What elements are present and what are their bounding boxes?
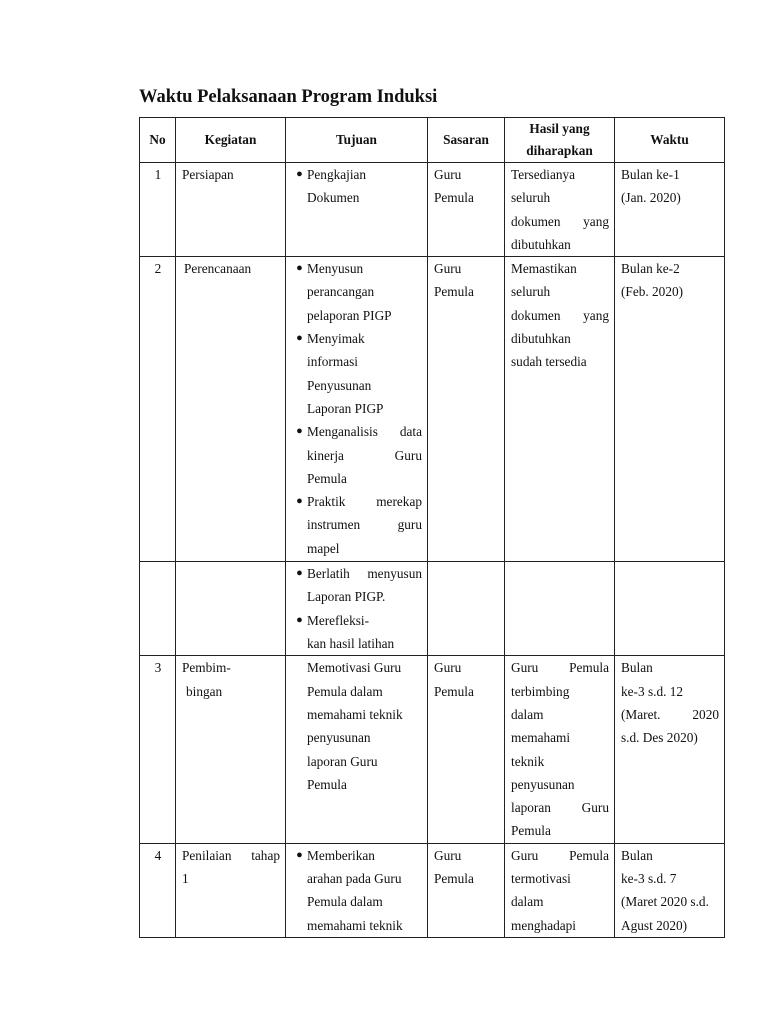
waktu-line: Bulan bbox=[621, 660, 653, 676]
tujuan-line: Menganalisis data bbox=[307, 424, 422, 440]
tujuan-line: penyusunan bbox=[307, 730, 371, 746]
cell-kegiatan bbox=[176, 562, 286, 656]
bullet-icon: ● bbox=[296, 495, 303, 508]
cell-no: 2 bbox=[140, 257, 176, 562]
tujuan-item-text bbox=[307, 327, 422, 420]
tujuan-line: laporan Guru bbox=[307, 753, 378, 769]
cell-tujuan bbox=[286, 562, 428, 656]
sasaran-line: Pemula bbox=[434, 284, 474, 300]
bullet-icon: ● bbox=[296, 425, 303, 438]
waktu-line: Bulan bbox=[621, 847, 653, 863]
tujuan-line: kan hasil latihan bbox=[307, 636, 395, 652]
sasaran-line: Pemula bbox=[434, 190, 474, 206]
sasaran-line: Pemula bbox=[434, 683, 474, 699]
cell-sasaran bbox=[428, 562, 505, 656]
cell-sasaran bbox=[428, 163, 505, 257]
hasil-line: dibutuhkan bbox=[511, 331, 571, 347]
table-row bbox=[140, 163, 725, 257]
header-kegiatan: Kegiatan bbox=[176, 118, 286, 163]
tujuan-bullet-item bbox=[292, 257, 422, 327]
hasil-line: termotivasi bbox=[511, 871, 571, 887]
tujuan-line: Laporan PIGP. bbox=[307, 589, 386, 605]
tujuan-line: Laporan PIGP bbox=[307, 400, 384, 416]
tujuan-line: Berlatih menyusun bbox=[307, 566, 422, 582]
hasil-line: terbimbing bbox=[511, 683, 570, 699]
tujuan-item-text bbox=[307, 257, 422, 327]
tujuan-line: memahami teknik bbox=[307, 917, 403, 933]
tujuan-line: Menyusun bbox=[307, 261, 364, 277]
cell-no: 3 bbox=[140, 656, 176, 843]
waktu-line: Bulan ke-1 bbox=[621, 167, 680, 182]
hasil-line: memahami bbox=[511, 730, 571, 746]
cell-hasil bbox=[505, 843, 615, 937]
tujuan-bullet-item bbox=[292, 163, 422, 210]
hasil-line: dokumen yang bbox=[511, 213, 609, 229]
hasil-line: teknik bbox=[511, 753, 545, 769]
kegiatan-line: Pembim- bbox=[182, 660, 231, 676]
hasil-line: laporan Guru bbox=[511, 800, 609, 816]
cell-waktu bbox=[615, 163, 725, 257]
tujuan-item-text bbox=[307, 163, 422, 210]
waktu-line: ke-3 s.d. 7 bbox=[621, 871, 677, 887]
cell-kegiatan bbox=[176, 257, 286, 562]
tujuan-line: Pemula dalam bbox=[307, 683, 383, 699]
waktu-line: (Jan. 2020) bbox=[621, 190, 681, 206]
tujuan-line: memahami teknik bbox=[307, 706, 403, 722]
hasil-line: dalam bbox=[511, 706, 544, 722]
bullet-icon: ● bbox=[296, 332, 303, 345]
cell-no bbox=[140, 562, 176, 656]
hasil-line: seluruh bbox=[511, 284, 551, 300]
kegiatan-line: Persiapan bbox=[182, 167, 234, 182]
tujuan-line: kinerja Guru bbox=[307, 447, 422, 463]
sasaran-line: Guru bbox=[434, 167, 462, 182]
bullet-icon: ● bbox=[296, 262, 303, 275]
waktu-line: (Maret. 2020 bbox=[621, 706, 719, 722]
tujuan-line: Dokumen bbox=[307, 190, 360, 206]
cell-sasaran bbox=[428, 656, 505, 843]
sasaran-line: Pemula bbox=[434, 871, 474, 887]
cell-sasaran bbox=[428, 257, 505, 562]
tujuan-item-text bbox=[307, 609, 422, 656]
hasil-line: Tersedianya bbox=[511, 167, 576, 182]
cell-hasil bbox=[505, 562, 615, 656]
cell-hasil bbox=[505, 257, 615, 562]
hasil-line: Guru Pemula bbox=[511, 847, 609, 863]
tujuan-line: mapel bbox=[307, 540, 340, 556]
tujuan-line: arahan pada Guru bbox=[307, 871, 402, 887]
tujuan-line: Memberikan bbox=[307, 847, 375, 863]
waktu-line: (Maret 2020 s.d. bbox=[621, 894, 709, 910]
hasil-line: sudah tersedia bbox=[511, 354, 587, 370]
induction-schedule-table bbox=[139, 117, 725, 938]
hasil-line: dibutuhkan bbox=[511, 236, 571, 252]
waktu-line: Agust 2020) bbox=[621, 917, 688, 933]
cell-hasil bbox=[505, 163, 615, 257]
kegiatan-line: bingan bbox=[186, 683, 223, 699]
bullet-icon: ● bbox=[296, 168, 303, 180]
hasil-line: Pemula bbox=[511, 823, 551, 839]
sasaran-line: Guru bbox=[434, 660, 462, 676]
tujuan-item-text bbox=[307, 562, 422, 609]
hasil-line: Memastikan bbox=[511, 261, 577, 277]
tujuan-item-text bbox=[307, 490, 422, 560]
tujuan-line: perancangan bbox=[307, 284, 375, 300]
header-hasil-line: diharapkan bbox=[526, 143, 593, 158]
tujuan-bullet-item bbox=[292, 490, 422, 560]
tujuan-line: Merefleksi- bbox=[307, 612, 370, 628]
cell-kegiatan bbox=[176, 163, 286, 257]
sasaran-line: Guru bbox=[434, 261, 462, 277]
tujuan-line: instrumen guru bbox=[307, 517, 422, 533]
waktu-line: s.d. Des 2020) bbox=[621, 730, 698, 746]
tujuan-line: Memotivasi Guru bbox=[307, 660, 402, 676]
table-header-row bbox=[140, 118, 725, 163]
table-row bbox=[140, 656, 725, 843]
bullet-icon: ● bbox=[296, 848, 303, 861]
tujuan-item-text bbox=[307, 656, 422, 796]
header-sasaran: Sasaran bbox=[428, 118, 505, 163]
cell-tujuan bbox=[286, 843, 428, 937]
tujuan-item-text bbox=[307, 420, 422, 490]
tujuan-bullet-item bbox=[292, 844, 422, 937]
tujuan-bullet-item bbox=[292, 562, 422, 609]
header-waktu: Waktu bbox=[615, 118, 725, 163]
waktu-line: ke-3 s.d. 12 bbox=[621, 683, 684, 699]
tujuan-line: Praktik merekap bbox=[307, 494, 422, 510]
cell-tujuan bbox=[286, 163, 428, 257]
kegiatan-line: Penilaian tahap bbox=[182, 847, 280, 863]
hasil-line: menghadapi bbox=[511, 917, 576, 933]
cell-no: 1 bbox=[140, 163, 176, 257]
tujuan-item-text bbox=[307, 844, 422, 937]
header-no: No bbox=[140, 118, 176, 163]
tujuan-text-item bbox=[292, 656, 422, 796]
tujuan-line: Pemula bbox=[307, 776, 347, 792]
tujuan-line: Pemula bbox=[307, 470, 347, 486]
cell-waktu bbox=[615, 656, 725, 843]
cell-no: 4 bbox=[140, 843, 176, 937]
header-tujuan: Tujuan bbox=[286, 118, 428, 163]
tujuan-bullet-item bbox=[292, 609, 422, 656]
tujuan-line: Pengkajian bbox=[307, 167, 367, 182]
header-hasil-line: Hasil yang bbox=[529, 121, 590, 136]
bullet-icon: ● bbox=[296, 613, 303, 626]
tujuan-line: Pemula dalam bbox=[307, 894, 383, 910]
cell-waktu bbox=[615, 843, 725, 937]
hasil-line: Guru Pemula bbox=[511, 660, 609, 676]
table-row bbox=[140, 562, 725, 656]
cell-hasil bbox=[505, 656, 615, 843]
table-body bbox=[140, 163, 725, 938]
tujuan-line: informasi bbox=[307, 354, 358, 370]
bullet-icon: ● bbox=[296, 567, 303, 580]
waktu-line: (Feb. 2020) bbox=[621, 284, 684, 300]
kegiatan-line: 1 bbox=[182, 871, 189, 887]
waktu-line: Bulan ke-2 bbox=[621, 261, 680, 277]
tujuan-bullet-item bbox=[292, 420, 422, 490]
tujuan-line: pelaporan PIGP bbox=[307, 307, 392, 323]
cell-waktu bbox=[615, 562, 725, 656]
cell-tujuan bbox=[286, 257, 428, 562]
hasil-line: seluruh bbox=[511, 190, 551, 206]
tujuan-line: Penyusunan bbox=[307, 377, 372, 393]
cell-kegiatan bbox=[176, 656, 286, 843]
cell-sasaran bbox=[428, 843, 505, 937]
hasil-line: dokumen yang bbox=[511, 307, 609, 323]
hasil-line: dalam bbox=[511, 894, 544, 910]
sasaran-line: Guru bbox=[434, 847, 462, 863]
kegiatan-line: Perencanaan bbox=[184, 261, 252, 277]
table-row bbox=[140, 257, 725, 562]
tujuan-line: Menyimak bbox=[307, 331, 365, 347]
hasil-line: penyusunan bbox=[511, 776, 575, 792]
table-row bbox=[140, 843, 725, 937]
page-title: Waktu Pelaksanaan Program Induksi bbox=[139, 87, 438, 107]
cell-waktu bbox=[615, 257, 725, 562]
tujuan-bullet-item bbox=[292, 327, 422, 420]
cell-kegiatan bbox=[176, 843, 286, 937]
header-hasil bbox=[505, 118, 615, 163]
cell-tujuan bbox=[286, 656, 428, 843]
